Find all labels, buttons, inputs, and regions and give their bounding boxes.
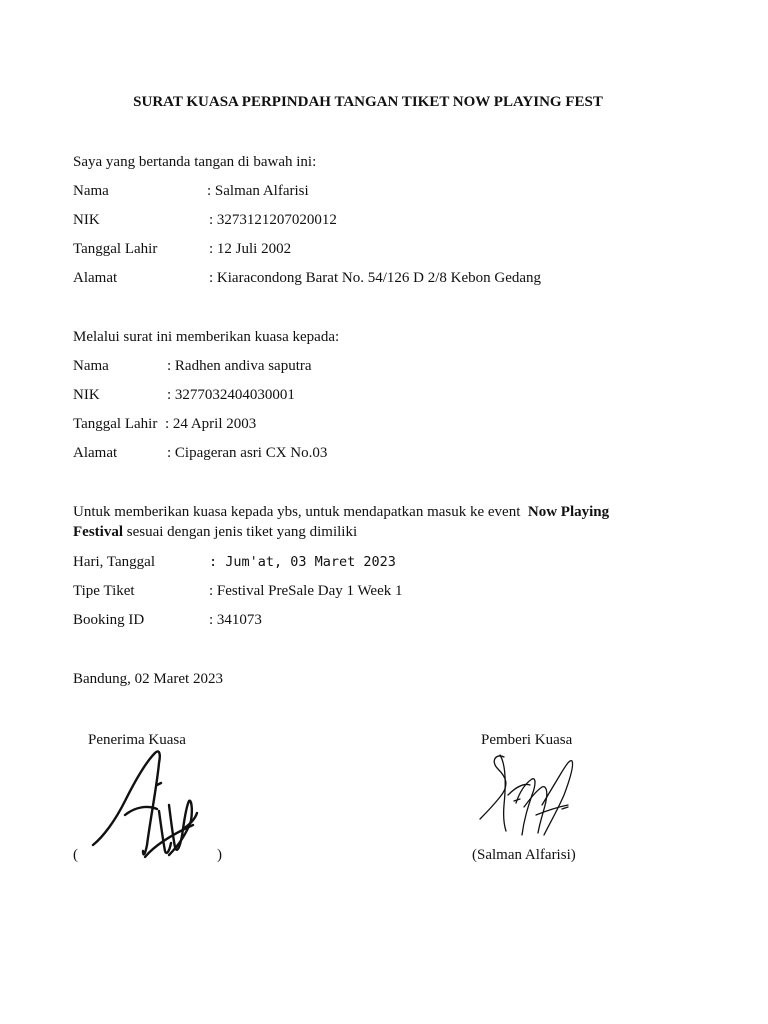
receiver-signature <box>85 745 205 865</box>
grantee-intro: Melalui surat ini memberikan kuasa kepada: <box>73 329 340 345</box>
grantor-nama-value: : Salman Alfarisi <box>207 183 309 199</box>
ticket-tipe-label: Tipe Tiket <box>73 583 135 599</box>
grantor-nik-label: NIK <box>73 212 100 228</box>
grantee-alamat-label: Alamat <box>73 445 118 461</box>
grantor-nik-value: : 3273121207020012 <box>209 212 337 228</box>
ticket-tipe-value: : Festival PreSale Day 1 Week 1 <box>209 583 403 599</box>
purpose-text-rest: sesuai dengan jenis tiket yang dimiliki <box>126 524 358 540</box>
grantor-tgl-label: Tanggal Lahir <box>73 241 158 257</box>
grantor-intro: Saya yang bertanda tangan di bawah ini: <box>73 154 317 170</box>
purpose-line-2 <box>73 523 357 541</box>
ticket-hari-label: Hari, Tanggal <box>73 554 155 570</box>
grantee-tgl-label: Tanggal Lahir <box>73 416 158 432</box>
place-date: Bandung, 02 Maret 2023 <box>73 671 223 687</box>
grantee-nik-label: NIK <box>73 387 100 403</box>
purpose-text: Untuk memberikan kuasa kepada ybs, untuk mendapatkan masuk ke event <box>73 504 521 520</box>
event-name-part-1: Now Playing <box>527 504 610 520</box>
giver-label: Pemberi Kuasa <box>481 732 573 748</box>
ticket-booking-value: : 341073 <box>209 612 262 628</box>
document-title: SURAT KUASA PERPINDAH TANGAN TIKET NOW PLAYING FEST <box>133 94 603 110</box>
receiver-name-open: ( <box>73 847 78 863</box>
grantor-nama-label: Nama <box>73 183 109 199</box>
event-name-part-2: Festival <box>73 524 123 540</box>
giver-signature <box>476 745 586 845</box>
grantor-alamat-value: : Kiaracondong Barat No. 54/126 D 2/8 Kebon Gedang <box>209 270 542 286</box>
grantee-alamat-value: : Cipageran asri CX No.03 <box>167 445 328 461</box>
grantee-nama-value: : Radhen andiva saputra <box>167 358 312 374</box>
receiver-name-close: ) <box>217 847 222 863</box>
grantee-nama-label: Nama <box>73 358 109 374</box>
ticket-booking-label: Booking ID <box>73 612 145 628</box>
grantee-nik-value: : 3277032404030001 <box>167 387 295 403</box>
ticket-hari-value: : Jum'at, 03 Maret 2023 <box>209 554 396 570</box>
grantor-tgl-value: : 12 Juli 2002 <box>209 241 292 257</box>
giver-name: (Salman Alfarisi) <box>472 847 576 863</box>
receiver-label: Penerima Kuasa <box>88 732 186 748</box>
purpose-line-1 <box>73 503 609 521</box>
grantor-alamat-label: Alamat <box>73 270 118 286</box>
grantee-tgl-value: : 24 April 2003 <box>165 416 257 432</box>
